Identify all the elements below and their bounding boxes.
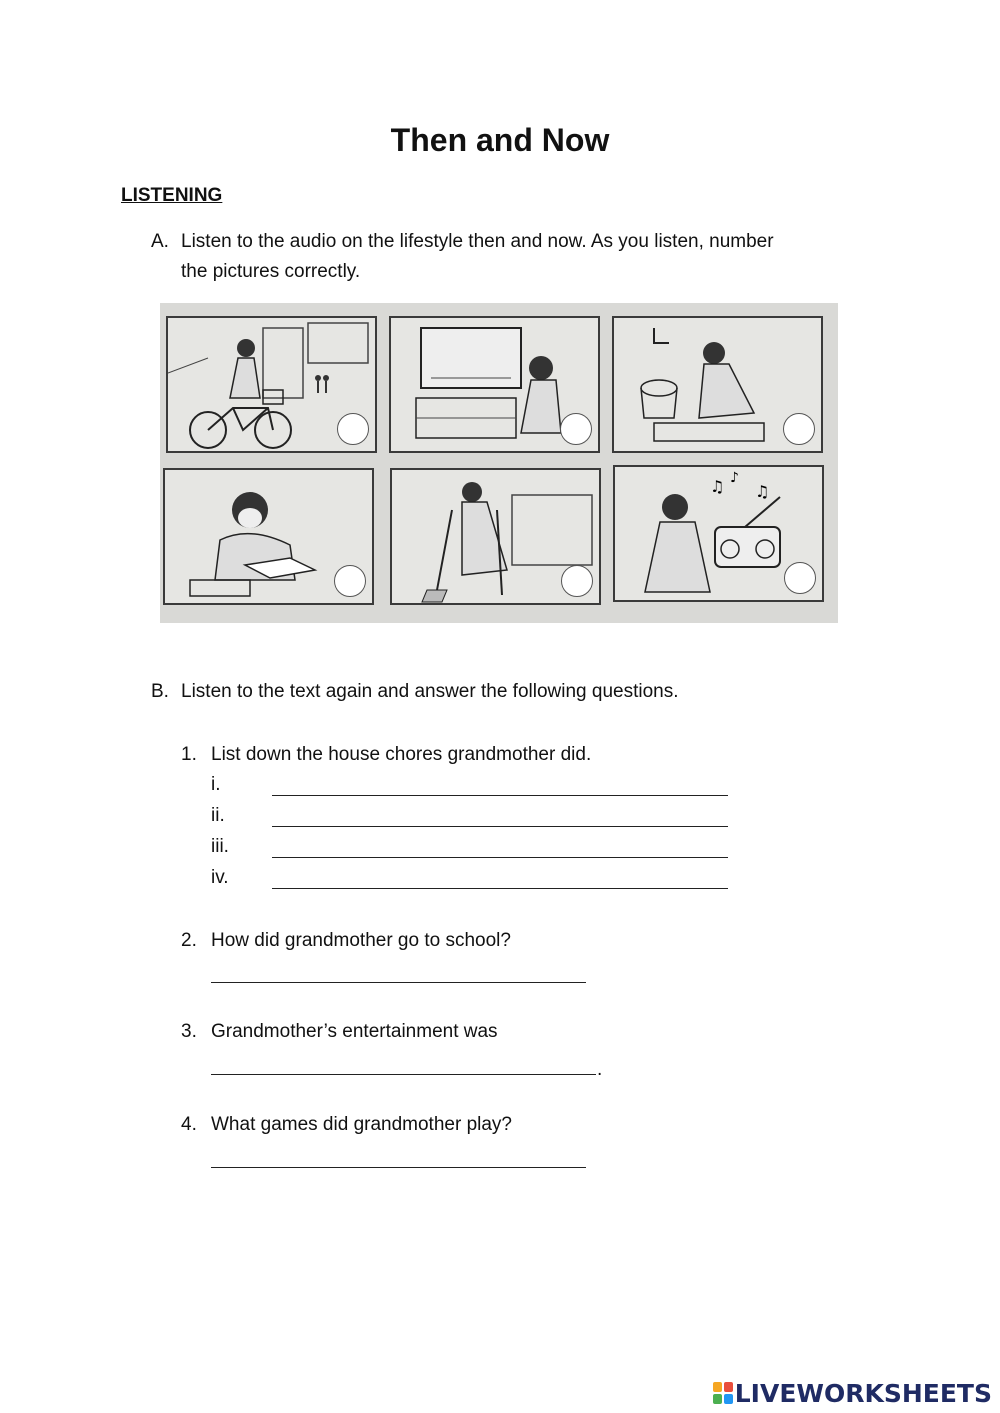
sub-item-i [211,770,271,800]
question-2 [181,926,781,956]
picture-panel [390,468,601,605]
question-text: How did grandmother go to school? [211,930,511,951]
answer-line[interactable] [211,982,586,983]
picture-panel [166,316,377,453]
pictures-grid [160,303,838,623]
sub-item-iii [211,832,271,862]
answer-circle[interactable] [561,565,593,597]
instruction-a [151,227,881,289]
sub-item-numeral: iv. [211,867,229,888]
instruction-b-letter: B. [151,681,169,702]
answer-line[interactable] [272,795,728,796]
question-text: Grandmother’s entertainment was [211,1021,498,1042]
sub-item-numeral: i. [211,774,221,795]
picture-panel [612,316,823,453]
answer-line[interactable] [272,857,728,858]
sub-item-numeral: ii. [211,805,225,826]
question-3 [181,1017,781,1047]
picture-panel [389,316,600,453]
instruction-a-line2: the pictures correctly. [181,261,361,282]
liveworksheets-brand [713,1378,992,1408]
answer-line[interactable] [272,826,728,827]
answer-line[interactable] [211,1167,586,1168]
liveworksheets-logo-icon [713,1382,733,1404]
sub-item-numeral: iii. [211,836,229,857]
answer-line[interactable] [211,1074,596,1075]
question-4 [181,1110,781,1140]
answer-circle[interactable] [783,413,815,445]
question-number: 3. [181,1021,197,1042]
svg-text:♫: ♫ [710,477,725,496]
picture-panel [613,465,824,602]
page-title: Then and Now [390,122,610,158]
sentence-end-mark: . [597,1059,603,1080]
answer-circle[interactable] [334,565,366,597]
question-text: List down the house chores grandmother did. [211,744,592,765]
brand-name: LIVEWORKSHEETS [734,1378,992,1408]
question-number: 4. [181,1114,197,1135]
question-number: 2. [181,930,197,951]
answer-line[interactable] [272,888,728,889]
section-heading: LISTENING [121,185,223,206]
answer-circle[interactable] [784,562,816,594]
answer-circle[interactable] [337,413,369,445]
question-number: 1. [181,744,197,765]
answer-circle[interactable] [560,413,592,445]
svg-text:♫: ♫ [755,482,770,501]
instruction-a-letter: A. [151,231,169,252]
question-text: What games did grandmother play? [211,1114,512,1135]
instruction-b [151,677,851,707]
question-1 [181,740,781,770]
sub-item-ii [211,801,271,831]
svg-text:♪: ♪ [730,470,739,486]
sub-item-iv [211,863,271,893]
instruction-b-text: Listen to the text again and answer the following questions. [181,681,679,702]
picture-panel [163,468,374,605]
instruction-a-line1: Listen to the audio on the lifestyle then and now. As you listen, number [181,231,774,252]
